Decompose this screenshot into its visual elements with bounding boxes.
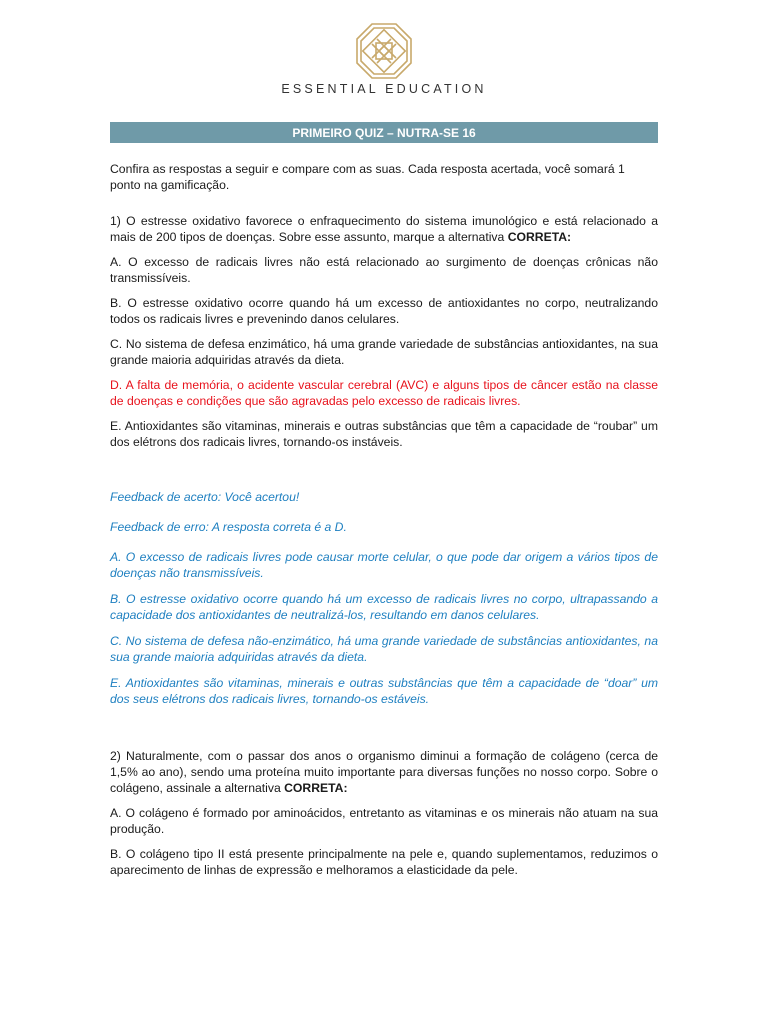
feedback-correct: Feedback de acerto: Você acertou! [110, 490, 300, 504]
explanation-e: E. Antioxidantes são vitaminas, minerais e outras substâncias que têm a capacidade de “doar” um dos seus elétrons dos radicais livres, tornando-os estáveis. [110, 676, 658, 706]
q1-option-d-correct: D. A falta de memória, o acidente vascular cerebral (AVC) e alguns tipos de câncer estão na classe de doenças e condições que são agravadas pelo excesso de radicais livres. [110, 378, 658, 408]
quiz-title: PRIMEIRO QUIZ – NUTRA-SE 16 [292, 125, 476, 140]
q2-option-a: A. O colágeno é formado por aminoácidos, entretanto as vitaminas e os minerais não atuam na sua produção. [110, 806, 658, 836]
question-2-emphasis: CORRETA: [284, 781, 348, 795]
q1-option-e: E. Antioxidantes são vitaminas, minerais e outras substâncias que têm a capacidade de “roubar” um dos elétrons dos radicais livres, tornando-os instáveis. [110, 419, 658, 449]
question-1-text: 1) O estresse oxidativo favorece o enfraquecimento do sistema imunológico e está relacionado a mais de 200 tipos de doenças. Sobre esse assunto, marque a alternativa [110, 214, 658, 244]
knot-logo-icon [355, 22, 413, 80]
explanation-a: A. O excesso de radicais livres pode causar morte celular, o que pode dar origem a vários tipos de doenças não transmissíveis. [110, 550, 658, 580]
logo-block [0, 22, 768, 96]
question-1-emphasis: CORRETA: [507, 230, 572, 244]
question-1 [110, 213, 658, 245]
document-body [110, 161, 658, 878]
intro-text: Confira as respostas a seguir e compare com as suas. Cada resposta acertada, você somará 1 ponto na gamificação. [110, 162, 625, 192]
q2-option-b: B. O colágeno tipo II está presente principalmente na pele e, quando suplementamos, reduzimos o aparecimento de linhas de expressão e melhoramos a elasticidade da pele. [110, 847, 658, 877]
question-2 [110, 748, 658, 796]
q1-option-a: A. O excesso de radicais livres não está relacionado ao surgimento de doenças crônicas não transmissíveis. [110, 255, 658, 285]
explanation-c: C. No sistema de defesa não-enzimático, há uma grande variedade de substâncias antioxidantes, na sua grande maioria adquiridas através da dieta. [110, 634, 658, 664]
q1-option-c: C. No sistema de defesa enzimático, há uma grande variedade de substâncias antioxidantes, na sua grande maioria adquiridas através da dieta. [110, 337, 658, 367]
quiz-title-bar [110, 122, 658, 143]
explanation-b: B. O estresse oxidativo ocorre quando há um excesso de radicais livres no corpo, ultrapassando a capacidade dos antioxidantes de neutralizá-los, resultando em danos celulares. [110, 592, 658, 622]
feedback-wrong: Feedback de erro: A resposta correta é a D. [110, 520, 347, 534]
question-2-text: 2) Naturalmente, com o passar dos anos o organismo diminui a formação de colágeno (cerca de 1,5% ao ano), sendo uma proteína muito importante para diversas funções no nosso corpo. Sobre o colágeno, assinale a alternativa [110, 749, 658, 795]
brand-name: ESSENTIAL EDUCATION [281, 82, 487, 96]
q1-option-b: B. O estresse oxidativo ocorre quando há um excesso de antioxidantes no corpo, neutralizando todos os radicais livres e prevenindo danos celulares. [110, 296, 658, 326]
